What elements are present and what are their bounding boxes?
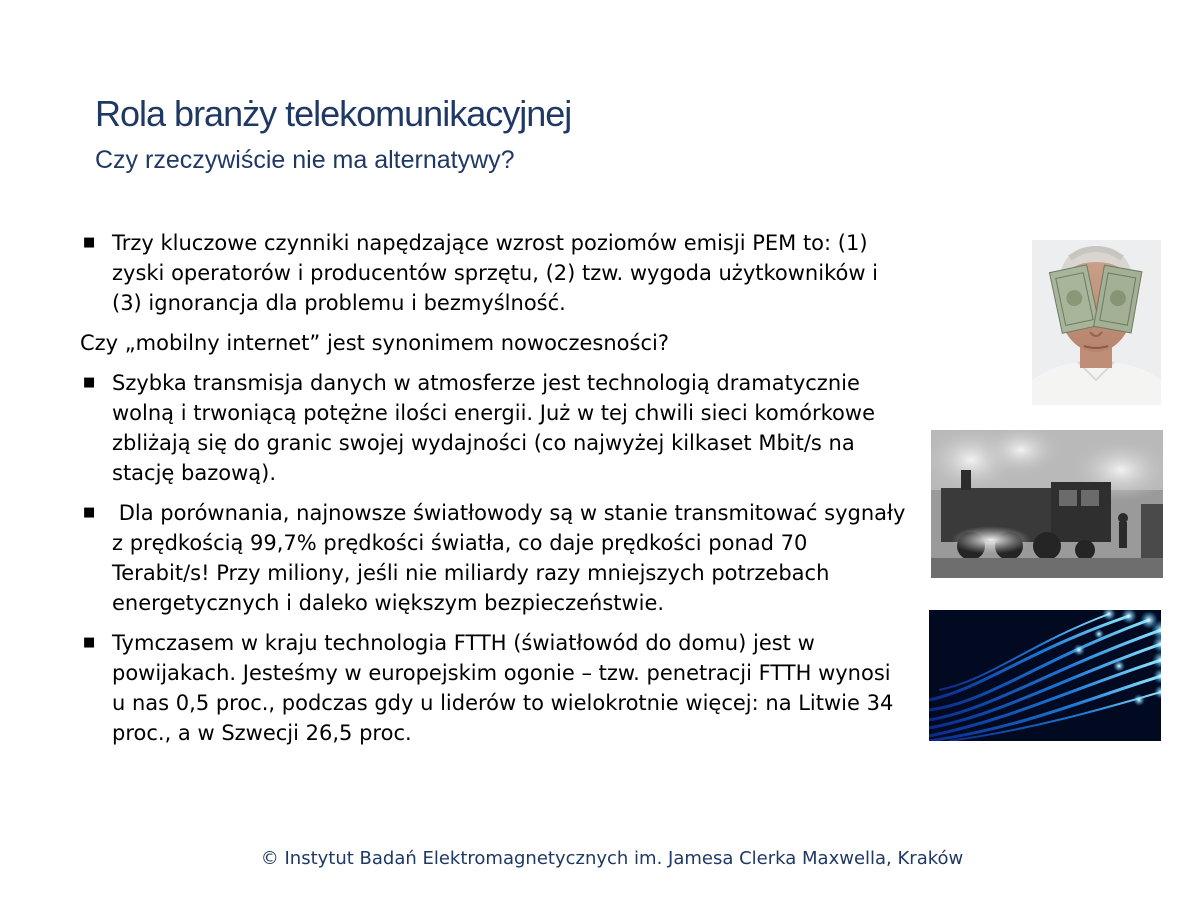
bullet-text: Tymczasem w kraju technologia FTTH (światłowód do domu) jest w powijakach. Jesteśmy w europejskim ogonie – tzw. penetracji FTTH wynosi u nas 0,5 proc., podczas gdy u liderów to wielokrotnie więcej: na Litwie 34 proc., a w Szwecji 26,5 proc. (112, 631, 894, 745)
bullet-item (80, 498, 913, 618)
bullet-text: Trzy kluczowe czynniki napędzające wzrost poziomów emisji PEM to: (1) zyski operatorów i producentów sprzętu, (2) tzw. wygoda użytkowników i (3) ignorancja dla problemu i bezmyślność. (112, 231, 879, 315)
bullet-item (80, 228, 910, 318)
steam-locomotive-image (931, 430, 1163, 578)
bullet-square-icon: ■ (83, 235, 96, 250)
slide-content (80, 228, 913, 758)
slide-subtitle: Czy rzeczywiście nie ma alternatywy? (95, 146, 515, 174)
bullet-square-icon: ■ (83, 505, 96, 520)
slide-footer: © Instytut Badań Elektromagnetycznych im. Jamesa Clerka Maxwella, Kraków (260, 848, 964, 869)
bullet-item (80, 368, 910, 488)
question-text: Czy „mobilny internet” jest synonimem nowoczesności? (80, 331, 669, 355)
bullet-item (80, 628, 910, 748)
bullet-square-icon: ■ (83, 375, 96, 390)
bullet-square-icon: ■ (83, 635, 96, 650)
bullet-text: Szybka transmisja danych w atmosferze jest technologią dramatycznie wolną i trwoniącą potężne ilości energii. Już w tej chwili sieci komórkowe zbliżają się do granic swojej wydajności (co najwyżej kilkaset Mbit/s na stację bazową). (112, 371, 875, 485)
bullet-text: Dla porównania, najnowsze światłowody są w stanie transmitować sygnały z prędkością 99,7% prędkości światła, co daje prędkości ponad 70 Terabit/s! Przy miliony, jeśli nie miliardy razy mniejszych potrzebach energetycznych i daleko większym bezpieczeństwie. (112, 501, 913, 615)
man-with-money-eyes-image (1032, 240, 1161, 405)
slide-title: Rola branży telekomunikacyjnej (95, 93, 572, 134)
optical-fiber-image (929, 610, 1161, 741)
